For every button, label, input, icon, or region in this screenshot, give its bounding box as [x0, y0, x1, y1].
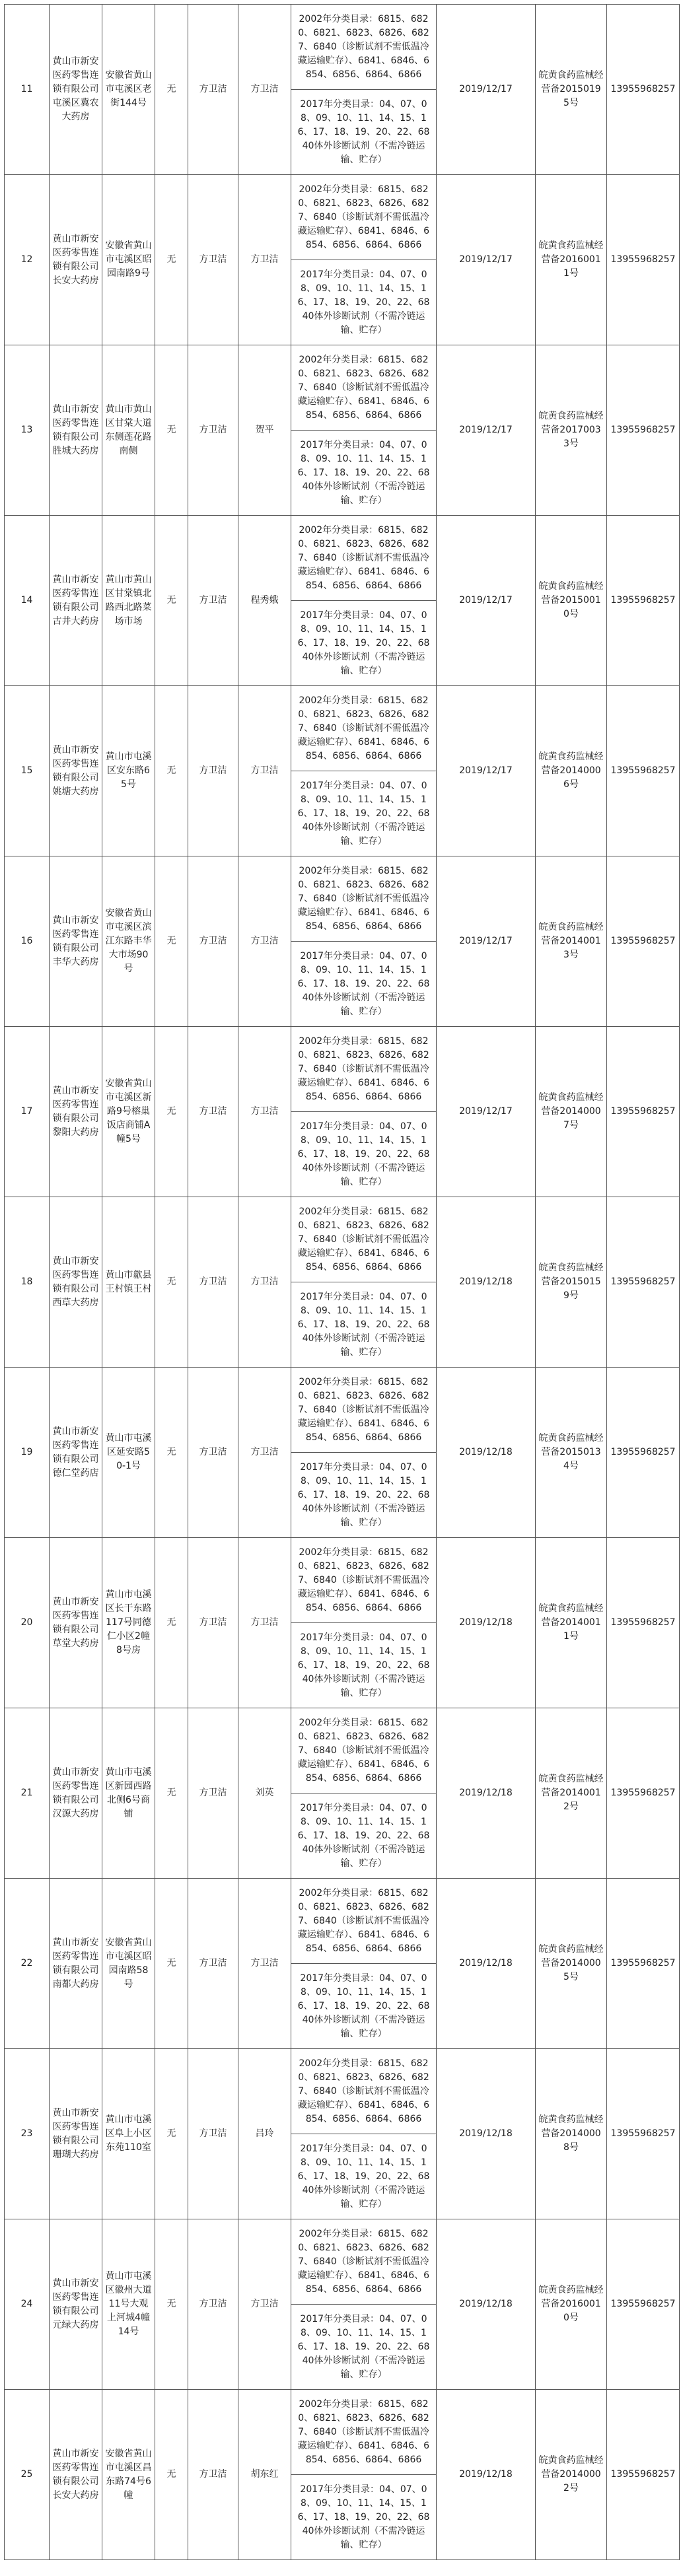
enterprise-name-cell: 黄山市新安医药零售连锁有限公司长安大药房 — [50, 2390, 102, 2560]
warehouse-address-cell: 无 — [155, 175, 188, 345]
catalog-2002-cell: 2002年分类目录：6815、6820、6821、6823、6826、6827、6840（诊断试剂不需低温冷藏运输贮存）、6841、6846、6854、6856、6864、6866 — [291, 1538, 437, 1623]
catalog-2002-cell: 2002年分类目录：6815、6820、6821、6823、6826、6827、6840（诊断试剂不需低温冷藏运输贮存）、6841、6846、6854、6856、6864、6866 — [291, 1197, 437, 1282]
table-row — [5, 175, 680, 260]
row-number-cell: 20 — [5, 1538, 50, 1708]
filing-date-cell: 2019/12/18 — [437, 1197, 536, 1368]
catalog-2017-cell: 2017年分类目录：04、07、08、09、10、11、14、15、16、17、18、19、20、22、6840体外诊断试剂（不需冷链运输、贮存） — [291, 601, 437, 686]
business-address-cell: 黄山市黄山区甘棠大道东侧莲花路南侧 — [102, 345, 155, 516]
row-number-cell: 18 — [5, 1197, 50, 1368]
filing-date-cell: 2019/12/18 — [437, 1879, 536, 2049]
catalog-2017-cell: 2017年分类目录：04、07、08、09、10、11、14、15、16、17、18、19、20、22、6840体外诊断试剂（不需冷链运输、贮存） — [291, 2134, 437, 2219]
business-address-cell: 黄山市屯溪区安东路65号 — [102, 686, 155, 856]
filing-date-cell: 2019/12/18 — [437, 2049, 536, 2219]
catalog-2002-cell: 2002年分类目录：6815、6820、6821、6823、6826、6827、6840（诊断试剂不需低温冷藏运输贮存）、6841、6846、6854、6856、6864、6866 — [291, 686, 437, 771]
catalog-2002-cell: 2002年分类目录：6815、6820、6821、6823、6826、6827、6840（诊断试剂不需低温冷藏运输贮存）、6841、6846、6854、6856、6864、6866 — [291, 5, 437, 90]
warehouse-address-cell: 无 — [155, 2049, 188, 2219]
catalog-2017-cell: 2017年分类目录：04、07、08、09、10、11、14、15、16、17、18、19、20、22、6840体外诊断试剂（不需冷链运输、贮存） — [291, 2305, 437, 2390]
filing-number-cell: 皖黄食药监械经营备20160011号 — [536, 175, 607, 345]
warehouse-address-cell: 无 — [155, 1027, 188, 1197]
enterprise-name-cell: 黄山市新安医药零售连锁有限公司元绿大药房 — [50, 2219, 102, 2390]
warehouse-address-cell: 无 — [155, 2219, 188, 2390]
warehouse-address-cell: 无 — [155, 1197, 188, 1368]
warehouse-address-cell: 无 — [155, 1538, 188, 1708]
table-row — [5, 1368, 680, 1453]
business-address-cell: 黄山市屯溪区徽州大道11号大观上河城4幢14号 — [102, 2219, 155, 2390]
filing-date-cell: 2019/12/17 — [437, 856, 536, 1027]
table-row — [5, 516, 680, 601]
warehouse-address-cell: 无 — [155, 856, 188, 1027]
warehouse-address-cell: 无 — [155, 1368, 188, 1538]
table-row — [5, 1538, 680, 1623]
row-number-cell: 25 — [5, 2390, 50, 2560]
business-address-cell: 黄山市屯溪区长干东路117号同德仁小区2幢8号房 — [102, 1538, 155, 1708]
enterprise-name-cell: 黄山市新安医药零售连锁有限公司黎阳大药房 — [50, 1027, 102, 1197]
filing-date-cell: 2019/12/17 — [437, 686, 536, 856]
contact-phone-cell: 13955968257 — [607, 1368, 680, 1538]
enterprise-name-cell: 黄山市新安医药零售连锁有限公司古井大药房 — [50, 516, 102, 686]
contact-phone-cell: 13955968257 — [607, 2390, 680, 2560]
quality-manager-cell: 方卫洁 — [238, 5, 291, 175]
enterprise-name-cell: 黄山市新安医药零售连锁有限公司屯溪区冀农大药房 — [50, 5, 102, 175]
warehouse-address-cell: 无 — [155, 5, 188, 175]
legal-representative-cell: 方卫洁 — [188, 686, 238, 856]
catalog-2002-cell: 2002年分类目录：6815、6820、6821、6823、6826、6827、6840（诊断试剂不需低温冷藏运输贮存）、6841、6846、6854、6856、6864、6866 — [291, 1368, 437, 1453]
legal-representative-cell: 方卫洁 — [188, 345, 238, 516]
row-number-cell: 15 — [5, 686, 50, 856]
legal-representative-cell: 方卫洁 — [188, 5, 238, 175]
enterprise-name-cell: 黄山市新安医药零售连锁有限公司西草大药房 — [50, 1197, 102, 1368]
contact-phone-cell: 13955968257 — [607, 1879, 680, 2049]
device-store-table — [4, 4, 680, 2560]
business-address-cell: 黄山市歙县王村镇王村 — [102, 1197, 155, 1368]
table-row — [5, 2219, 680, 2305]
catalog-2017-cell: 2017年分类目录：04、07、08、09、10、11、14、15、16、17、18、19、20、22、6840体外诊断试剂（不需冷链运输、贮存） — [291, 1282, 437, 1368]
warehouse-address-cell: 无 — [155, 2390, 188, 2560]
warehouse-address-cell: 无 — [155, 1879, 188, 2049]
warehouse-address-cell: 无 — [155, 516, 188, 686]
row-number-cell: 19 — [5, 1368, 50, 1538]
catalog-2002-cell: 2002年分类目录：6815、6820、6821、6823、6826、6827、6840（诊断试剂不需低温冷藏运输贮存）、6841、6846、6854、6856、6864、6866 — [291, 1027, 437, 1112]
warehouse-address-cell: 无 — [155, 1708, 188, 1879]
catalog-2017-cell: 2017年分类目录：04、07、08、09、10、11、14、15、16、17、18、19、20、22、6840体外诊断试剂（不需冷链运输、贮存） — [291, 431, 437, 516]
contact-phone-cell: 13955968257 — [607, 345, 680, 516]
filing-date-cell: 2019/12/17 — [437, 5, 536, 175]
contact-phone-cell: 13955968257 — [607, 2219, 680, 2390]
filing-date-cell: 2019/12/18 — [437, 2219, 536, 2390]
row-number-cell: 11 — [5, 5, 50, 175]
catalog-2002-cell: 2002年分类目录：6815、6820、6821、6823、6826、6827、6840（诊断试剂不需低温冷藏运输贮存）、6841、6846、6854、6856、6864、6866 — [291, 1879, 437, 1964]
legal-representative-cell: 方卫洁 — [188, 2049, 238, 2219]
filing-number-cell: 皖黄食药监械经营备20150159号 — [536, 1197, 607, 1368]
quality-manager-cell: 刘英 — [238, 1708, 291, 1879]
legal-representative-cell: 方卫洁 — [188, 1708, 238, 1879]
contact-phone-cell: 13955968257 — [607, 5, 680, 175]
catalog-2002-cell: 2002年分类目录：6815、6820、6821、6823、6826、6827、6840（诊断试剂不需低温冷藏运输贮存）、6841、6846、6854、6856、6864、6866 — [291, 516, 437, 601]
warehouse-address-cell: 无 — [155, 345, 188, 516]
catalog-2002-cell: 2002年分类目录：6815、6820、6821、6823、6826、6827、6840（诊断试剂不需低温冷藏运输贮存）、6841、6846、6854、6856、6864、6866 — [291, 856, 437, 942]
enterprise-name-cell: 黄山市新安医药零售连锁有限公司草堂大药房 — [50, 1538, 102, 1708]
enterprise-name-cell: 黄山市新安医药零售连锁有限公司汉源大药房 — [50, 1708, 102, 1879]
filing-date-cell: 2019/12/18 — [437, 1708, 536, 1879]
row-number-cell: 22 — [5, 1879, 50, 2049]
legal-representative-cell: 方卫洁 — [188, 1027, 238, 1197]
enterprise-name-cell: 黄山市新安医药零售连锁有限公司丰华大药房 — [50, 856, 102, 1027]
contact-phone-cell: 13955968257 — [607, 1197, 680, 1368]
business-address-cell: 安徽省黄山市屯溪区昭园南路58号 — [102, 1879, 155, 2049]
quality-manager-cell: 程秀娥 — [238, 516, 291, 686]
filing-number-cell: 皖黄食药监械经营备20150010号 — [536, 516, 607, 686]
filing-number-cell: 皖黄食药监械经营备20140007号 — [536, 1027, 607, 1197]
quality-manager-cell: 方卫洁 — [238, 1879, 291, 2049]
quality-manager-cell: 方卫洁 — [238, 1197, 291, 1368]
business-address-cell: 黄山市屯溪区阜上小区东苑110室 — [102, 2049, 155, 2219]
catalog-2017-cell: 2017年分类目录：04、07、08、09、10、11、14、15、16、17、18、19、20、22、6840体外诊断试剂（不需冷链运输、贮存） — [291, 1453, 437, 1538]
business-address-cell: 黄山市屯溪区延安路50-1号 — [102, 1368, 155, 1538]
table-row — [5, 2049, 680, 2134]
catalog-2017-cell: 2017年分类目录：04、07、08、09、10、11、14、15、16、17、18、19、20、22、6840体外诊断试剂（不需冷链运输、贮存） — [291, 1112, 437, 1197]
row-number-cell: 16 — [5, 856, 50, 1027]
contact-phone-cell: 13955968257 — [607, 516, 680, 686]
catalog-2017-cell: 2017年分类目录：04、07、08、09、10、11、14、15、16、17、18、19、20、22、6840体外诊断试剂（不需冷链运输、贮存） — [291, 260, 437, 345]
enterprise-name-cell: 黄山市新安医药零售连锁有限公司长安大药房 — [50, 175, 102, 345]
catalog-2002-cell: 2002年分类目录：6815、6820、6821、6823、6826、6827、6840（诊断试剂不需低温冷藏运输贮存）、6841、6846、6854、6856、6864、6866 — [291, 175, 437, 260]
enterprise-name-cell: 黄山市新安医药零售连锁有限公司珊瑚大药房 — [50, 2049, 102, 2219]
legal-representative-cell: 方卫洁 — [188, 1538, 238, 1708]
filing-number-cell: 皖黄食药监械经营备20140002号 — [536, 2390, 607, 2560]
enterprise-name-cell: 黄山市新安医药零售连锁有限公司德仁堂药店 — [50, 1368, 102, 1538]
catalog-2002-cell: 2002年分类目录：6815、6820、6821、6823、6826、6827、6840（诊断试剂不需低温冷藏运输贮存）、6841、6846、6854、6856、6864、6866 — [291, 1708, 437, 1793]
legal-representative-cell: 方卫洁 — [188, 516, 238, 686]
catalog-2002-cell: 2002年分类目录：6815、6820、6821、6823、6826、6827、6840（诊断试剂不需低温冷藏运输贮存）、6841、6846、6854、6856、6864、6866 — [291, 345, 437, 431]
enterprise-name-cell: 黄山市新安医药零售连锁有限公司南都大药房 — [50, 1879, 102, 2049]
filing-number-cell: 皖黄食药监械经营备20150195号 — [536, 5, 607, 175]
row-number-cell: 13 — [5, 345, 50, 516]
filing-date-cell: 2019/12/18 — [437, 1368, 536, 1538]
quality-manager-cell: 方卫洁 — [238, 1027, 291, 1197]
catalog-2002-cell: 2002年分类目录：6815、6820、6821、6823、6826、6827、6840（诊断试剂不需低温冷藏运输贮存）、6841、6846、6854、6856、6864、6866 — [291, 2390, 437, 2475]
row-number-cell: 21 — [5, 1708, 50, 1879]
filing-date-cell: 2019/12/17 — [437, 516, 536, 686]
legal-representative-cell: 方卫洁 — [188, 2219, 238, 2390]
contact-phone-cell: 13955968257 — [607, 2049, 680, 2219]
filing-date-cell: 2019/12/18 — [437, 2390, 536, 2560]
catalog-2002-cell: 2002年分类目录：6815、6820、6821、6823、6826、6827、6840（诊断试剂不需低温冷藏运输贮存）、6841、6846、6854、6856、6864、6866 — [291, 2049, 437, 2134]
quality-manager-cell: 方卫洁 — [238, 175, 291, 345]
table-row — [5, 856, 680, 942]
filing-number-cell: 皖黄食药监械经营备20140011号 — [536, 1538, 607, 1708]
contact-phone-cell: 13955968257 — [607, 686, 680, 856]
legal-representative-cell: 方卫洁 — [188, 856, 238, 1027]
table-row — [5, 5, 680, 90]
legal-representative-cell: 方卫洁 — [188, 175, 238, 345]
catalog-2017-cell: 2017年分类目录：04、07、08、09、10、11、14、15、16、17、18、19、20、22、6840体外诊断试剂（不需冷链运输、贮存） — [291, 2475, 437, 2560]
table-row — [5, 345, 680, 431]
business-address-cell: 安徽省黄山市屯溪区滨江东路丰华大市场90号 — [102, 856, 155, 1027]
filing-number-cell: 皖黄食药监械经营备20140008号 — [536, 2049, 607, 2219]
filing-date-cell: 2019/12/18 — [437, 1538, 536, 1708]
table-row — [5, 1879, 680, 1964]
quality-manager-cell: 吕玲 — [238, 2049, 291, 2219]
business-address-cell: 安徽省黄山市屯溪区新路9号榕巢饭店商铺A幢5号 — [102, 1027, 155, 1197]
quality-manager-cell: 方卫洁 — [238, 2219, 291, 2390]
enterprise-name-cell: 黄山市新安医药零售连锁有限公司姚塘大药房 — [50, 686, 102, 856]
quality-manager-cell: 方卫洁 — [238, 1368, 291, 1538]
catalog-2017-cell: 2017年分类目录：04、07、08、09、10、11、14、15、16、17、18、19、20、22、6840体外诊断试剂（不需冷链运输、贮存） — [291, 1793, 437, 1879]
legal-representative-cell: 方卫洁 — [188, 1368, 238, 1538]
quality-manager-cell: 贺平 — [238, 345, 291, 516]
quality-manager-cell: 方卫洁 — [238, 1538, 291, 1708]
table-row — [5, 1708, 680, 1793]
catalog-2017-cell: 2017年分类目录：04、07、08、09、10、11、14、15、16、17、18、19、20、22、6840体外诊断试剂（不需冷链运输、贮存） — [291, 1964, 437, 2049]
contact-phone-cell: 13955968257 — [607, 175, 680, 345]
table-row — [5, 1027, 680, 1112]
business-address-cell: 安徽省黄山市屯溪区昌东路74号6幢 — [102, 2390, 155, 2560]
filing-number-cell: 皖黄食药监械经营备20160010号 — [536, 2219, 607, 2390]
filing-number-cell: 皖黄食药监械经营备20140005号 — [536, 1879, 607, 2049]
catalog-2017-cell: 2017年分类目录：04、07、08、09、10、11、14、15、16、17、18、19、20、22、6840体外诊断试剂（不需冷链运输、贮存） — [291, 1623, 437, 1708]
row-number-cell: 12 — [5, 175, 50, 345]
filing-number-cell: 皖黄食药监械经营备20150134号 — [536, 1368, 607, 1538]
row-number-cell: 24 — [5, 2219, 50, 2390]
contact-phone-cell: 13955968257 — [607, 1708, 680, 1879]
contact-phone-cell: 13955968257 — [607, 856, 680, 1027]
business-address-cell: 安徽省黄山市屯溪区老街144号 — [102, 5, 155, 175]
business-address-cell: 黄山市屯溪区新园西路北侧6号商铺 — [102, 1708, 155, 1879]
legal-representative-cell: 方卫洁 — [188, 2390, 238, 2560]
table-row — [5, 686, 680, 771]
warehouse-address-cell: 无 — [155, 686, 188, 856]
table-row — [5, 2390, 680, 2475]
table-body — [5, 5, 680, 2560]
contact-phone-cell: 13955968257 — [607, 1027, 680, 1197]
row-number-cell: 14 — [5, 516, 50, 686]
legal-representative-cell: 方卫洁 — [188, 1197, 238, 1368]
catalog-2017-cell: 2017年分类目录：04、07、08、09、10、11、14、15、16、17、18、19、20、22、6840体外诊断试剂（不需冷链运输、贮存） — [291, 942, 437, 1027]
contact-phone-cell: 13955968257 — [607, 1538, 680, 1708]
catalog-2002-cell: 2002年分类目录：6815、6820、6821、6823、6826、6827、6840（诊断试剂不需低温冷藏运输贮存）、6841、6846、6854、6856、6864、6866 — [291, 2219, 437, 2305]
catalog-2017-cell: 2017年分类目录：04、07、08、09、10、11、14、15、16、17、18、19、20、22、6840体外诊断试剂（不需冷链运输、贮存） — [291, 90, 437, 175]
business-address-cell: 黄山市黄山区甘棠镇北路西北路菜场市场 — [102, 516, 155, 686]
quality-manager-cell: 胡东红 — [238, 2390, 291, 2560]
business-address-cell: 安徽省黄山市屯溪区昭园南路9号 — [102, 175, 155, 345]
filing-date-cell: 2019/12/17 — [437, 1027, 536, 1197]
legal-representative-cell: 方卫洁 — [188, 1879, 238, 2049]
row-number-cell: 17 — [5, 1027, 50, 1197]
quality-manager-cell: 方卫洁 — [238, 856, 291, 1027]
table-row — [5, 1197, 680, 1282]
filing-number-cell: 皖黄食药监械经营备20140006号 — [536, 686, 607, 856]
filing-number-cell: 皖黄食药监械经营备20170033号 — [536, 345, 607, 516]
quality-manager-cell: 方卫洁 — [238, 686, 291, 856]
filing-number-cell: 皖黄食药监械经营备20140012号 — [536, 1708, 607, 1879]
enterprise-name-cell: 黄山市新安医药零售连锁有限公司胜城大药房 — [50, 345, 102, 516]
filing-date-cell: 2019/12/17 — [437, 175, 536, 345]
catalog-2017-cell: 2017年分类目录：04、07、08、09、10、11、14、15、16、17、18、19、20、22、6840体外诊断试剂（不需冷链运输、贮存） — [291, 771, 437, 856]
filing-date-cell: 2019/12/17 — [437, 345, 536, 516]
filing-number-cell: 皖黄食药监械经营备20140013号 — [536, 856, 607, 1027]
row-number-cell: 23 — [5, 2049, 50, 2219]
